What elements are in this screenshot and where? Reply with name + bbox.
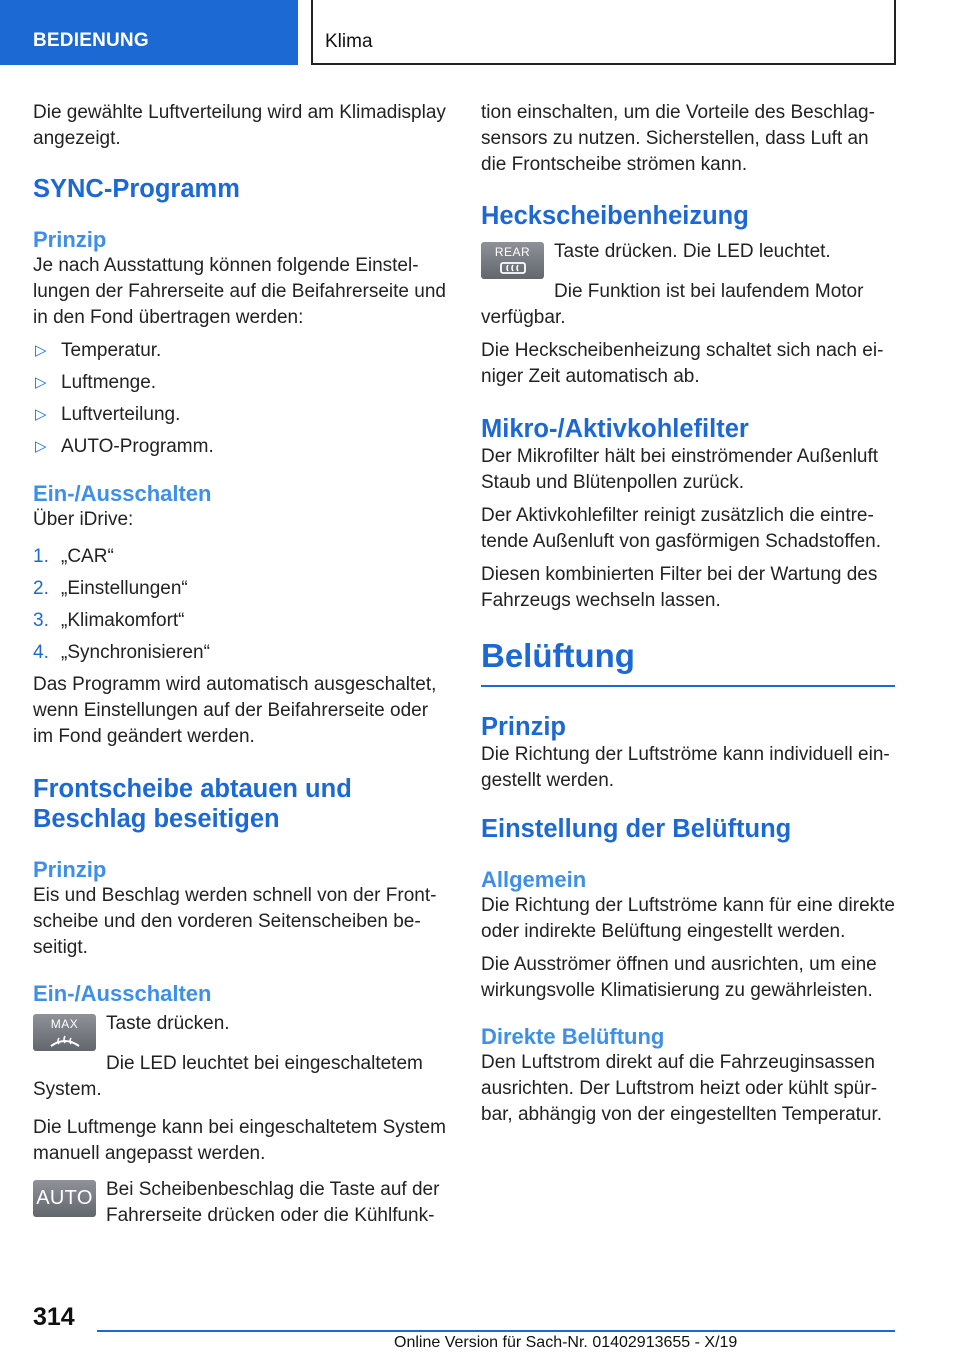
list-item: 3. „Klimakomfort“ <box>33 610 185 631</box>
list-item: ▷ AUTO-Programm. <box>33 434 450 460</box>
sync-principle-heading: Prinzip <box>33 227 107 252</box>
rear-window-defrost-icon <box>496 260 530 276</box>
max-defrost-button-icon: MAX <box>33 1014 96 1051</box>
max-defrost-instruction <box>33 1011 450 1051</box>
sync-onoff-heading: Ein-/Ausschalten <box>33 481 212 506</box>
triangle-bullet-icon: ▷ <box>35 374 47 391</box>
defrost-principle-text: Eis und Beschlag werden schnell von der Frontscheibe und den vorderen Seitenscheiben beseitigt. <box>33 885 437 958</box>
auto-text: Bei Scheibenbeschlag die Taste auf der Fahrerseite drücken oder die Kühlfunk- <box>106 1179 440 1226</box>
rear-heat-instruction <box>481 239 895 279</box>
vent-main-heading: Belüftung <box>481 637 635 674</box>
right-column <box>481 100 895 1135</box>
continuation-text: tion einschalten, um die Vorteile des Beschlagsensors zu nutzen. Sicherstellen, dass Luft an die Frontscheibe strömen kann. <box>481 102 875 175</box>
left-column <box>33 100 450 1236</box>
max-led-text: Die LED leuchtet bei eingeschaltetem System. <box>33 1053 423 1100</box>
vent-settings-heading: Einstellung der Belüftung <box>481 815 792 843</box>
section-divider <box>481 685 895 687</box>
rear-press-text: Taste drücken. Die LED leuchtet. <box>554 241 831 262</box>
auto-instruction <box>33 1177 450 1229</box>
sync-heading: SYNC-Programm <box>33 175 240 203</box>
rear-heat-heading: Heckscheibenheizung <box>481 202 749 230</box>
list-item: ▷ Luftverteilung. <box>33 402 450 428</box>
rear-defrost-button-icon: REAR <box>481 242 544 279</box>
list-item: ▷ Temperatur. <box>33 338 450 364</box>
filter-p2: Der Aktivkohlefilter reinigt zusätzlich die eintretende Außenluft von gasförmigen Schadstoffen. <box>481 505 881 552</box>
vent-direct-text: Den Luftstrom direkt auf die Fahrzeuginsassen ausrichten. Der Luftstrom heizt oder kühlt spürbar, abhängig von der eingestellten Temperatur. <box>481 1052 883 1125</box>
vent-general-heading: Allgemein <box>481 867 587 892</box>
sync-onoff-intro: Über iDrive: <box>33 509 134 530</box>
page-number: 314 <box>33 1303 75 1331</box>
vent-principle-text: Die Richtung der Luftströme kann individuell eingestellt werden. <box>481 744 890 791</box>
rear-function-text: Die Funktion ist bei laufendem Motor verfügbar. <box>481 281 864 328</box>
sync-principle-text: Je nach Ausstattung können folgende Einstellungen der Fahrerseite auf die Beifahrerseite und in den Fond übertragen werden: <box>33 255 446 328</box>
auto-button-icon: AUTO <box>33 1180 96 1217</box>
defrost-principle-heading: Prinzip <box>33 857 107 882</box>
sync-onoff-outro: Das Programm wird automatisch ausgeschaltet, wenn Einstellungen auf der Beifahrerseite oder im Fond geändert werden. <box>33 674 437 747</box>
defrost-onoff-heading: Ein-/Ausschalten <box>33 981 212 1006</box>
list-item: ▷ Luftmenge. <box>33 370 450 396</box>
list-item: 4. „Synchronisieren“ <box>33 642 210 663</box>
defrost-heading: Frontscheibe abtauen und Beschlag beseitigen <box>33 775 352 833</box>
footer-divider <box>97 1330 895 1332</box>
triangle-bullet-icon: ▷ <box>35 342 47 359</box>
section-tab: BEDIENUNG <box>0 0 298 65</box>
triangle-bullet-icon: ▷ <box>35 406 47 423</box>
rear-auto-off-text: Die Heckscheibenheizung schaltet sich nach einiger Zeit automatisch ab. <box>481 340 884 387</box>
vent-principle-heading: Prinzip <box>481 713 567 741</box>
vent-direct-heading: Direkte Belüftung <box>481 1024 665 1049</box>
chapter-tab-frame <box>311 0 896 65</box>
vent-general-p1: Die Richtung der Luftströme kann für eine direkte oder indirekte Belüftung eingestellt werden. <box>481 895 895 942</box>
footer-online-version: Online Version für Sach-Nr. 01402913655 - X/19 <box>394 1334 738 1351</box>
list-item: 2. „Einstellungen“ <box>33 578 188 599</box>
air-amount-text: Die Luftmenge kann bei eingeschaltetem System manuell angepasst werden. <box>33 1117 446 1164</box>
max-press-text: Taste drücken. <box>106 1013 230 1034</box>
intro-text: Die gewählte Luftverteilung wird am Klimadisplay angezeigt. <box>33 102 446 149</box>
filter-p1: Der Mikrofilter hält bei einströmender Außenluft Staub und Blütenpollen zurück. <box>481 446 879 493</box>
chapter-title: Klima <box>325 31 373 52</box>
filter-p3: Diesen kombinierten Filter bei der Wartung des Fahrzeugs wechseln lassen. <box>481 564 878 611</box>
vent-general-p2: Die Ausströmer öffnen und ausrichten, um eine wirkungsvolle Klimatisierung zu gewährleisten. <box>481 954 877 1001</box>
list-item: 1. „CAR“ <box>33 546 114 567</box>
triangle-bullet-icon: ▷ <box>35 438 47 455</box>
windshield-defrost-icon <box>48 1032 82 1048</box>
filter-heading: Mikro-/Aktivkohlefilter <box>481 415 749 443</box>
